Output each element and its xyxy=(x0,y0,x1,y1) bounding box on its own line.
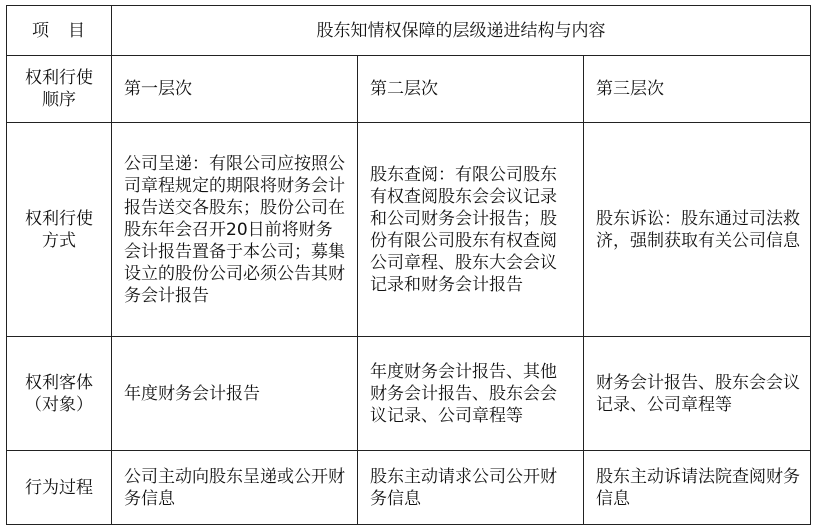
table-header-row xyxy=(7,6,811,56)
table-row-process xyxy=(7,451,811,525)
cell-object-level-1: 年度财务会计报告 xyxy=(112,337,358,451)
row-label-order: 权利行使 顺序 xyxy=(7,56,112,123)
cell-process-level-1: 公司主动向股东呈递或公开财务信息 xyxy=(112,451,358,525)
cell-object-level-2: 年度财务会计报告、其他财务会计报告、股东会会议记录、公司章程等 xyxy=(358,337,584,451)
cell-method-level-2: 股东查阅：有限公司股东有权查阅股东会会议记录和公司财务会计报告；股份有限公司股东有权查阅公司章程、股东大会会议记录和财务会计报告 xyxy=(358,123,584,337)
cell-order-level-2: 第二层次 xyxy=(358,56,584,123)
cell-method-level-3: 股东诉讼：股东通过司法救济，强制获取有关公司信息 xyxy=(584,123,811,337)
row-label-object: 权利客体 （对象） xyxy=(7,337,112,451)
cell-object-level-3: 财务会计报告、股东会会议记录、公司章程等 xyxy=(584,337,811,451)
row-label-process: 行为过程 xyxy=(7,451,112,525)
table-title-cell: 股东知情权保障的层级递进结构与内容 xyxy=(112,6,811,56)
table-row-object xyxy=(7,337,811,451)
row-label-method: 权利行使 方式 xyxy=(7,123,112,337)
cell-order-level-1: 第一层次 xyxy=(112,56,358,123)
item-header-cell: 项 目 xyxy=(7,6,112,56)
knowledge-right-table xyxy=(6,5,811,525)
cell-process-level-2: 股东主动请求公司公开财务信息 xyxy=(358,451,584,525)
table-row-order xyxy=(7,56,811,123)
cell-method-level-1: 公司呈递：有限公司应按照公司章程规定的期限将财务会计报告送交各股东；股份公司在股东年会召开20日前将财务会计报告置备于本公司；募集设立的股份公司必须公告其财务会计报告 xyxy=(112,123,358,337)
cell-order-level-3: 第三层次 xyxy=(584,56,811,123)
table-row-method xyxy=(7,123,811,337)
cell-process-level-3: 股东主动诉请法院查阅财务信息 xyxy=(584,451,811,525)
